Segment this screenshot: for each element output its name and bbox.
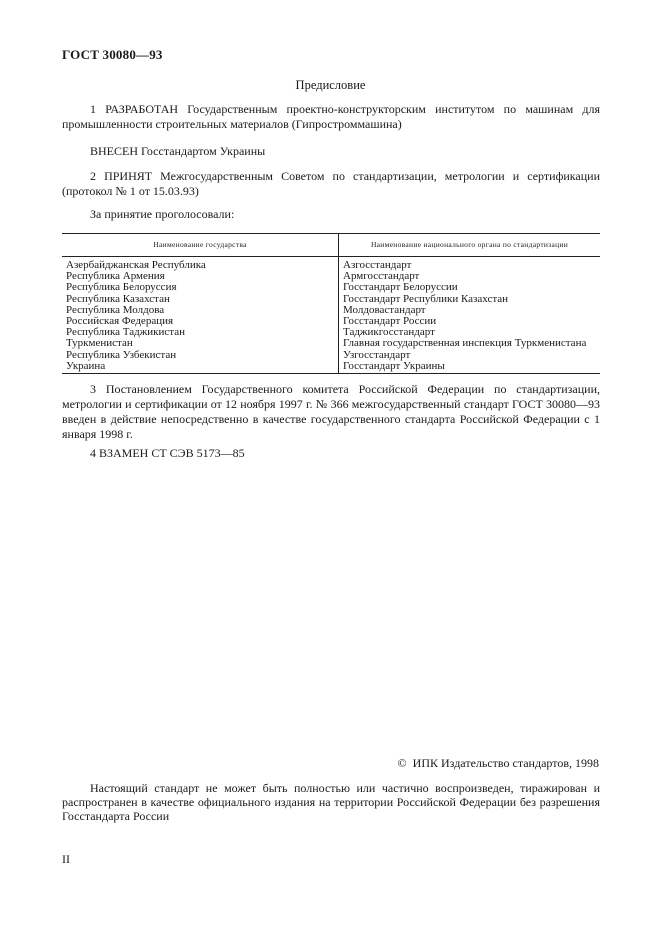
column-header-state: Наименование государства <box>62 234 339 257</box>
voting-states-table <box>62 233 600 374</box>
column-header-standards-body: Наименование национального органа по стандартизации <box>339 234 601 257</box>
copyright-text: ИПК Издательство стандартов, 1998 <box>412 756 599 770</box>
state-cell: Российская Федерация <box>62 316 339 327</box>
state-cell: Азербайджанская Республика <box>62 257 339 272</box>
table-row <box>62 350 600 361</box>
state-cell: Республика Казахстан <box>62 294 339 305</box>
paragraph-introduced-by: ВНЕСЕН Госстандартом Украины <box>90 144 266 158</box>
standards-body-cell: Госстандарт России <box>343 315 437 328</box>
paragraph-voted-for: За принятие проголосовали: <box>90 207 235 221</box>
table-header-row <box>62 234 600 257</box>
standards-body-cell: Госстандарт Белоруссии <box>343 281 458 294</box>
standard-code-header: ГОСТ 30080—93 <box>62 47 163 62</box>
standards-body-cell: Таджикгосстандарт <box>343 326 435 339</box>
foreword-title: Предисловие <box>295 78 366 92</box>
paragraph-adopted-by: 2 ПРИНЯТ Межгосударственным Советом по стандартизации, метрологии и сертификации (протокол № 1 от 15.03.93) <box>62 169 600 198</box>
state-cell: Республика Молдова <box>62 305 339 316</box>
copyright-icon: © <box>397 756 407 770</box>
standards-body-cell: Узгосстандарт <box>343 348 411 361</box>
state-cell: Республика Армения <box>62 271 339 282</box>
copyright-line <box>398 756 599 771</box>
page-number: II <box>62 852 70 866</box>
state-cell: Республика Таджикистан <box>62 327 339 338</box>
standards-body-cell: Госстандарт Украины <box>339 361 601 374</box>
state-cell: Республика Узбекистан <box>62 350 339 361</box>
standards-body-cell: Армгосстандарт <box>343 270 420 283</box>
standards-body-cell: Азгосстандарт <box>343 259 412 271</box>
paragraph-replaces: 4 ВЗАМЕН СТ СЭВ 5173—85 <box>90 446 245 460</box>
standards-body-cell: Молдовастандарт <box>343 303 426 316</box>
table-row <box>62 361 600 374</box>
state-cell: Украина <box>62 361 339 374</box>
state-cell: Туркменистан <box>62 338 339 349</box>
paragraph-developed-by: 1 РАЗРАБОТАН Государственным проектно-конструкторским институтом по машинам для промышленности строительных материалов (Гипростроммашина) <box>62 102 600 131</box>
standards-body-cell: Госстандарт Республики Казахстан <box>343 292 509 305</box>
table-row <box>62 282 600 293</box>
state-cell: Республика Белоруссия <box>62 282 339 293</box>
table-row <box>62 257 600 272</box>
paragraph-enacted-by: 3 Постановлением Государственного комитета Российской Федерации по стандартизации, метрологии и сертификации от 12 ноября 1997 г. № 366 межгосударственный стандарт ГОСТ 30080—93 введен в действие непосредственно в качестве государственного стандарта Российской Федерации с 1 января 1998 г. <box>62 382 600 441</box>
table-row <box>62 338 600 349</box>
standards-body-cell: Главная государственная инспекция Туркменистана <box>343 337 587 350</box>
reproduction-notice: Настоящий стандарт не может быть полностью или частично воспроизведен, тиражирован и распространен в качестве официального издания на территории Российской Федерации без разрешения Госстандарта России <box>62 781 600 823</box>
